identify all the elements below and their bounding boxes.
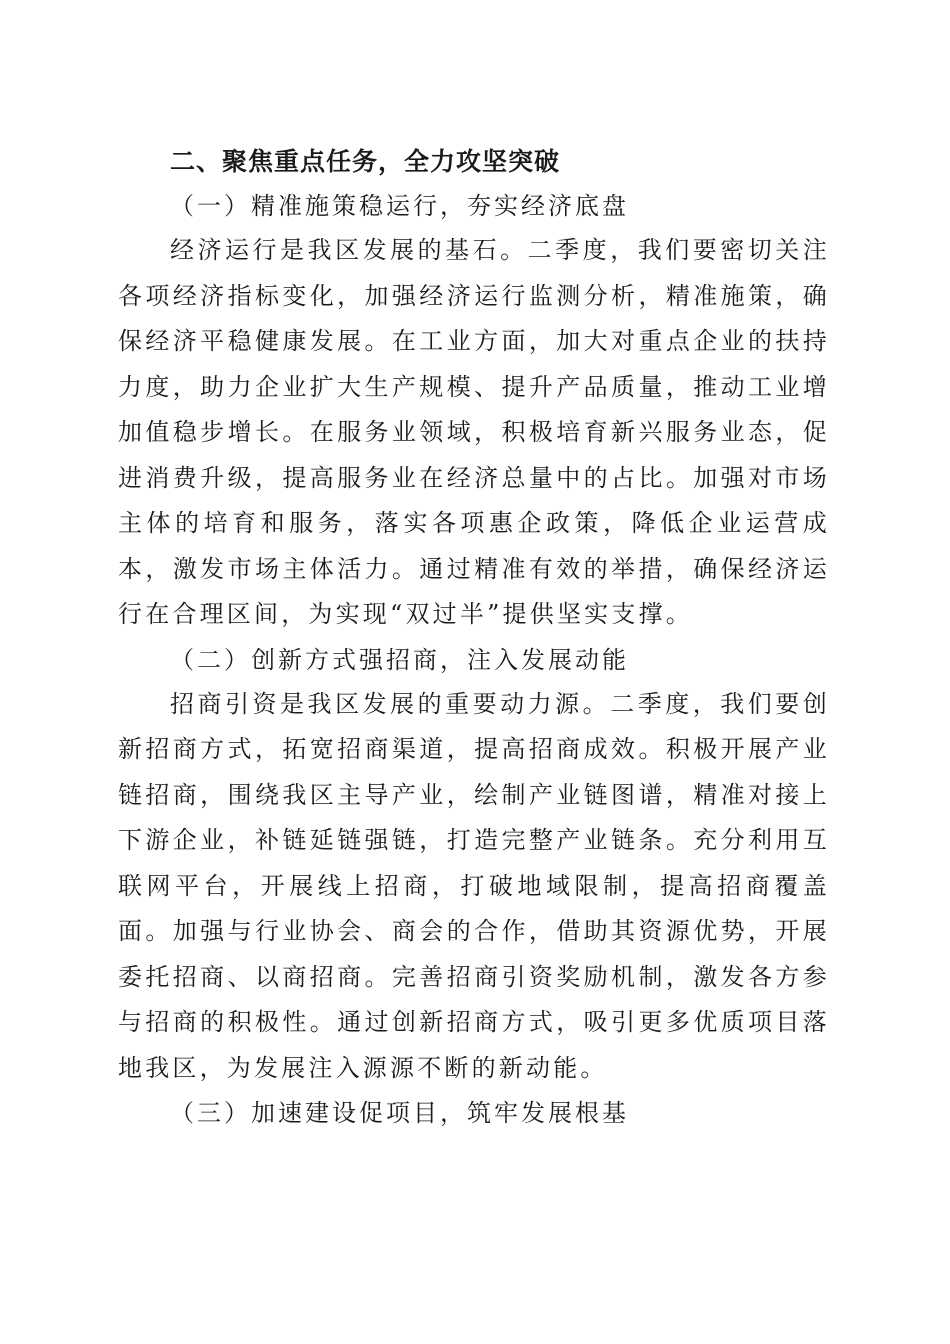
subsection-body-1: 经济运行是我区发展的基石。二季度，我们要密切关注各项经济指标变化，加强经济运行监测分析，精准施策，确保经济平稳健康发展。在工业方面，加大对重点企业的扶持力度，助力企业扩大生产规模、提升产品质量，推动工业增加值稳步增长。在服务业领域，积极培育新兴服务业态，促进消费升级，提高服务业在经济总量中的占比。加强对市场主体的培育和服务，落实各项惠企政策，降低企业运营成本，激发市场主体活力。通过精准有效的举措，确保经济运行在合理区间，为实现“双过半”提供坚实支撑。 (118, 236, 830, 628)
subsection-title-3: （三）加速建设促项目，筑牢发展根基 (170, 1099, 629, 1127)
document-content (118, 140, 830, 1135)
subsection-body-2: 招商引资是我区发展的重要动力源。二季度，我们要创新招商方式，拓宽招商渠道，提高招商成效。积极开展产业链招商，围绕我区主导产业，绘制产业链图谱，精准对接上下游企业，补链延链强链，打造完整产业链条。充分利用互联网平台，开展线上招商，打破地域限制，提高招商覆盖面。加强与行业协会、商会的合作，借助其资源优势，开展委托招商、以商招商。完善招商引资奖励机制，激发各方参与招商的积极性。通过创新招商方式，吸引更多优质项目落地我区，为发展注入源源不断的新动能。 (118, 689, 830, 1082)
subsection-title-1: （一）精准施策稳运行，夯实经济底盘 (170, 192, 629, 220)
section-heading: 二、聚焦重点任务，全力攻坚突破 (170, 147, 561, 176)
subsection-title-2: （二）创新方式强招商，注入发展动能 (170, 645, 629, 674)
